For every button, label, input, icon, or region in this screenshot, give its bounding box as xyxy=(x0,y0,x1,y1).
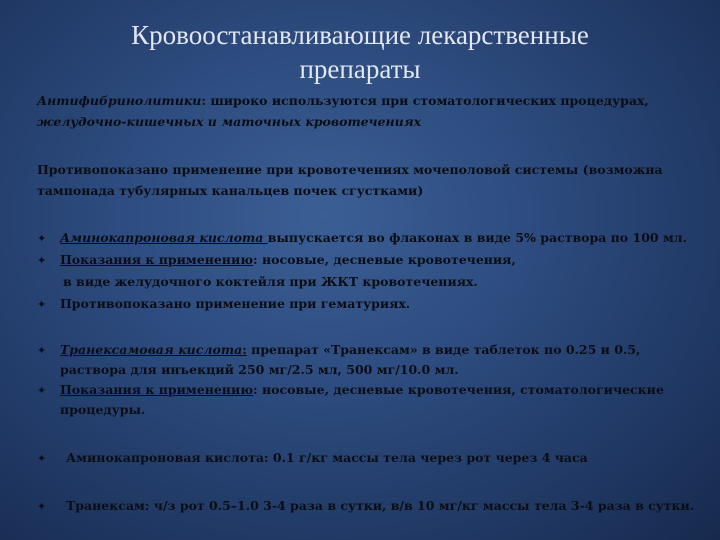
intro-line-2: желудочно-кишечных и маточных кровотечениях xyxy=(37,114,422,129)
aminocaproic-indications-label: Показания к применению xyxy=(60,252,254,267)
bullet-icon xyxy=(37,298,49,312)
bullet-icon xyxy=(37,232,49,246)
contra-line-1: Противопоказано применение при кровотечениях мочеполовой системы (возможна xyxy=(37,162,663,177)
aminocaproic-indications-rest: : носовые, десневые кровотечения, xyxy=(253,252,516,267)
tranexamic-form xyxy=(60,340,640,360)
intro-line-1 xyxy=(37,91,649,111)
tranexamic-indications-line-2: процедуры. xyxy=(60,402,146,417)
bullet-icon xyxy=(37,254,49,268)
bullet-icon xyxy=(37,344,49,358)
tranexamic-name: Транексамовая кислота xyxy=(60,342,243,357)
dose-tranexam: Транексам: ч/з рот 0.5–1.0 3-4 раза в сутки, в/в 10 мг/кг массы тела 3-4 раза в сутки. xyxy=(66,498,695,513)
title-line-2: препараты xyxy=(299,54,421,84)
bullet-icon xyxy=(37,384,49,398)
bullet-icon xyxy=(37,452,49,466)
aminocaproic-form-rest: выпускается во флаконах в виде 5% раствора по 100 мл. xyxy=(267,230,687,245)
tranexamic-indications xyxy=(60,380,664,400)
tranexamic-indications-label: Показания к применению xyxy=(60,382,254,397)
aminocaproic-indications-line-2: в виде желудочного коктейля при ЖКТ кровотечениях. xyxy=(63,274,478,289)
bullet-icon xyxy=(37,500,49,514)
intro-line-1-rest: : широко используются при стоматологических процедурах, xyxy=(201,93,649,108)
contra-line-2: тампонада тубулярных канальцев почек сгустками) xyxy=(37,183,424,198)
dose-aminocaproic: Аминокапроновая кислота: 0.1 г/кг массы тела через рот через 4 часа xyxy=(66,450,588,465)
tranexamic-name-suffix: : xyxy=(242,342,247,357)
aminocaproic-form xyxy=(60,228,687,248)
slide-title xyxy=(110,18,610,86)
aminocaproic-contra: Противопоказано применение при гематуриях. xyxy=(60,296,411,311)
aminocaproic-indications xyxy=(60,250,516,270)
tranexamic-form-line-2: раствора для инъекций 250 мг/2.5 мл, 500 мг/10.0 мл. xyxy=(60,362,459,377)
intro-term: Антифибринолитики xyxy=(37,93,202,108)
tranexamic-form-rest: препарат «Транексам» в виде таблеток по 0.25 и 0.5, xyxy=(246,342,641,357)
aminocaproic-name: Аминокапроновая кислота xyxy=(60,230,268,245)
tranexamic-indications-rest: : носовые, десневые кровотечения, стоматологические xyxy=(253,382,664,397)
title-line-1: Кровоостанавливающие лекарственные xyxy=(131,20,589,50)
